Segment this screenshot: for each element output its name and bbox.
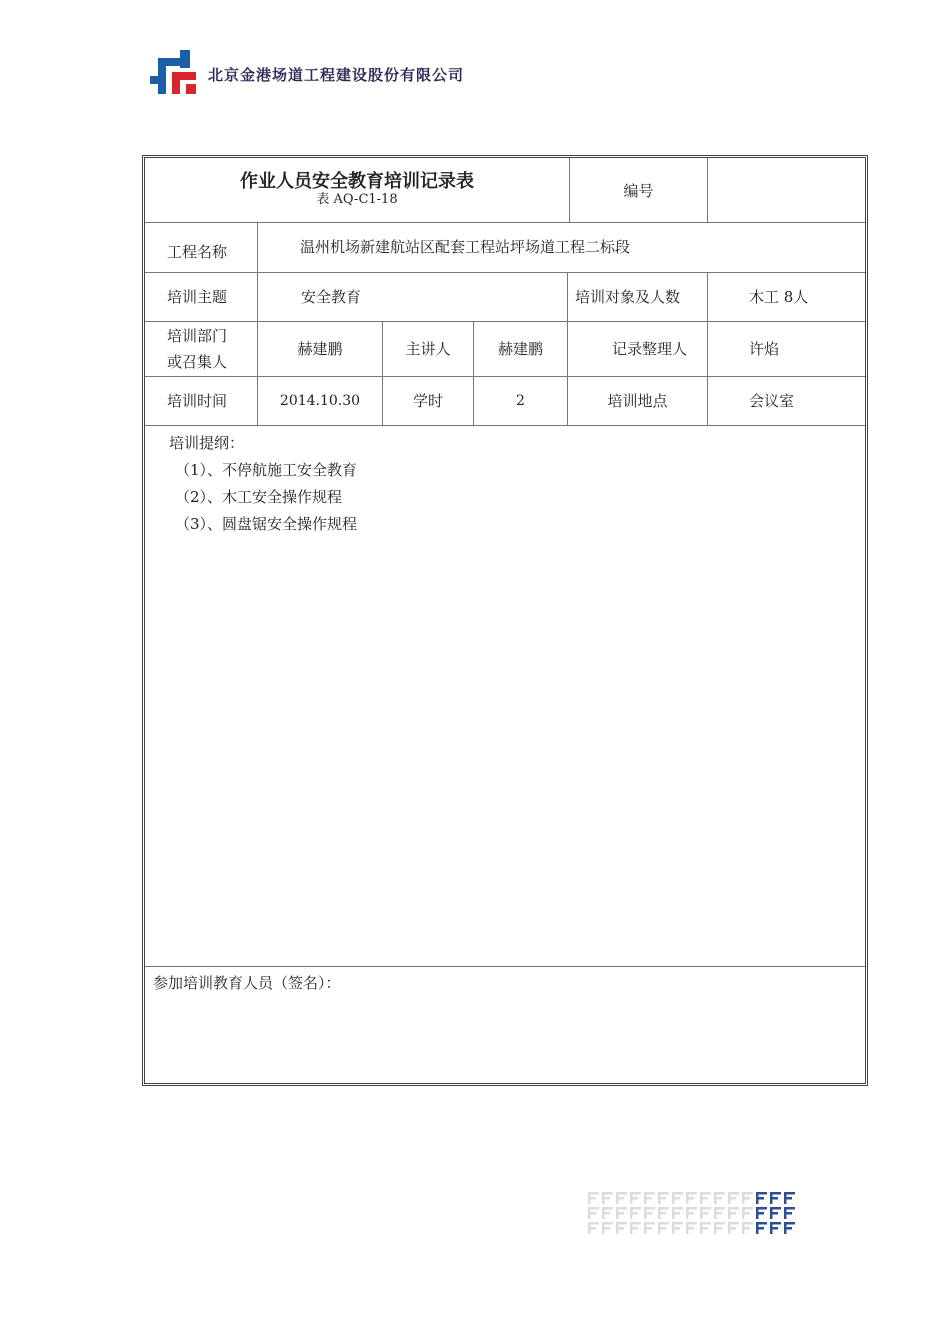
topic-value: 安全教育 bbox=[301, 288, 362, 306]
dept-label-line2: 或召集人 bbox=[167, 352, 228, 371]
dept-value: 赫建鹏 bbox=[297, 340, 343, 358]
form-title: 作业人员安全教育培训记录表 bbox=[240, 171, 474, 192]
audience-value: 木工 8人 bbox=[749, 288, 809, 306]
outline-title: 培训提纲： bbox=[169, 434, 245, 452]
form-title-block bbox=[145, 158, 569, 222]
form-code: 表 AQ-C1-18 bbox=[316, 192, 398, 207]
topic-label: 培训主题 bbox=[167, 288, 228, 306]
time-value: 2014.10.30 bbox=[279, 392, 361, 409]
number-label: 编号 bbox=[623, 181, 654, 200]
project-value: 温州机场新建航站区配套工程站坪场道工程二标段 bbox=[300, 237, 631, 256]
place-label: 培训地点 bbox=[607, 392, 668, 410]
training-record-form bbox=[142, 155, 868, 1086]
hours-value: 2 bbox=[516, 392, 525, 409]
place-value: 会议室 bbox=[749, 392, 795, 410]
footer-pattern-icon bbox=[588, 1192, 804, 1236]
time-label: 培训时间 bbox=[167, 392, 228, 410]
lecturer-value: 赫建鹏 bbox=[497, 340, 543, 358]
signature-label: 参加培训教育人员（签名）： bbox=[153, 974, 341, 992]
training-outline bbox=[169, 430, 357, 538]
dept-label bbox=[167, 321, 257, 376]
outline-item: （1）、不停航施工安全教育 bbox=[175, 461, 358, 479]
outline-item: （2）、木工安全操作规程 bbox=[175, 488, 343, 506]
lecturer-label: 主讲人 bbox=[405, 340, 451, 358]
hours-label: 学时 bbox=[412, 392, 443, 410]
company-logo-icon bbox=[150, 50, 198, 96]
audience-label: 培训对象及人数 bbox=[575, 288, 681, 306]
number-value bbox=[708, 158, 865, 222]
company-name: 北京金港场道工程建设股份有限公司 bbox=[208, 66, 465, 84]
recorder-value: 许焰 bbox=[749, 340, 780, 358]
recorder-label: 记录整理人 bbox=[612, 340, 688, 358]
page-header bbox=[150, 50, 570, 96]
project-label: 工程名称 bbox=[167, 242, 228, 261]
outline-item: （3）、圆盘锯安全操作规程 bbox=[175, 515, 358, 533]
dept-label-line1: 培训部门 bbox=[167, 326, 228, 345]
